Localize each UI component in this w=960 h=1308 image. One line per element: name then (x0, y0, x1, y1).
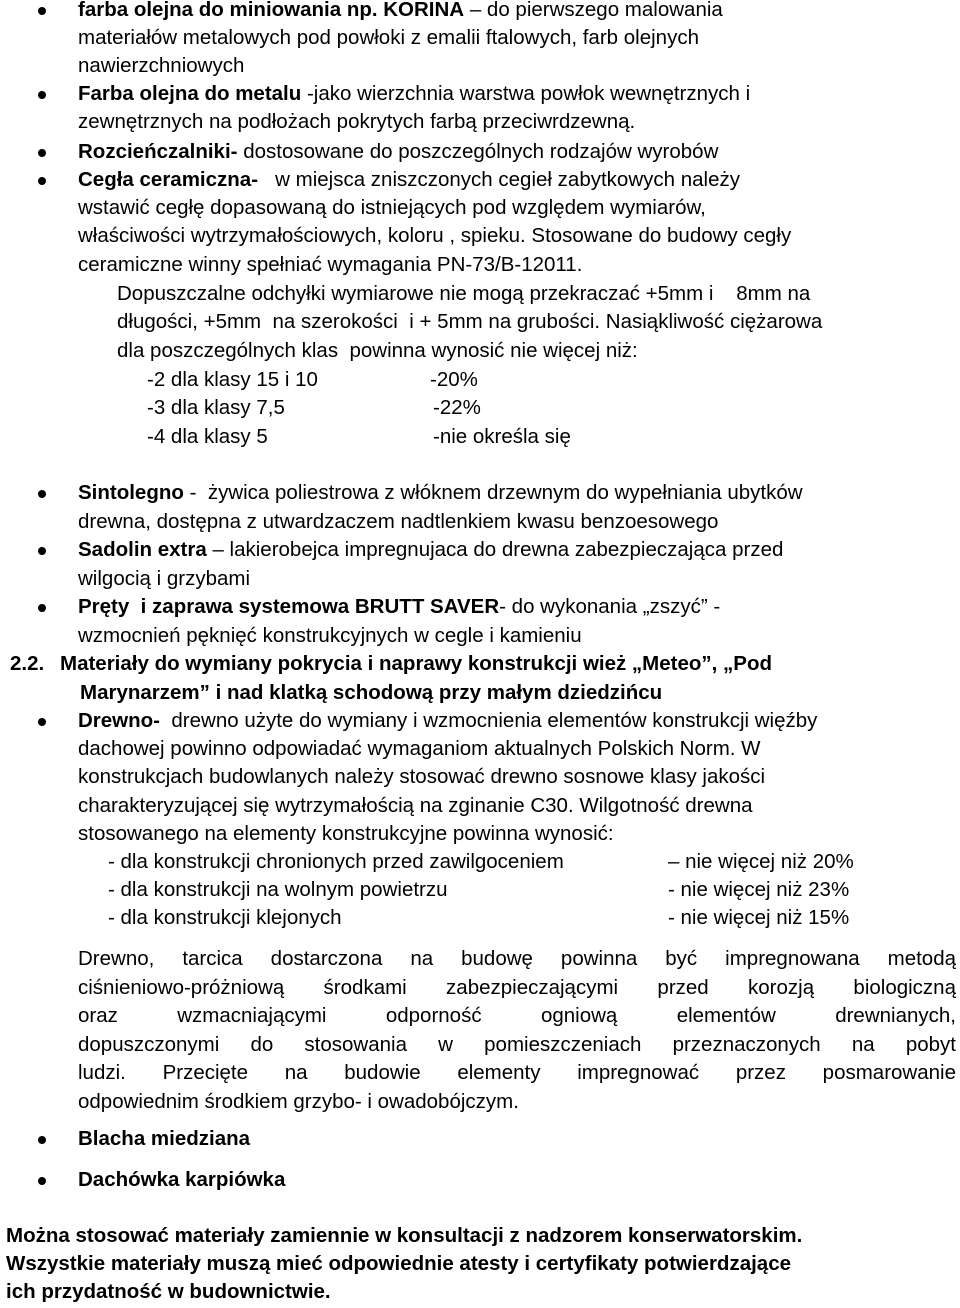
bullet-marker (38, 1136, 46, 1144)
section-heading: Marynarzem” i nad klatką schodową przy małym dziedzińcu (80, 681, 663, 704)
item-text: – do pierwszego malowania (464, 0, 723, 21)
class-label: -4 dla klasy 5 (147, 425, 268, 448)
bullet-marker (38, 490, 46, 498)
list-item-sintolegno (78, 479, 803, 508)
section-number: 2.2. (10, 652, 45, 675)
text-line: materiałów metalowych pod powłoki z emalii ftalowych, farb olejnych (78, 26, 699, 49)
text-line: wzmocnień pęknięć konstrukcyjnych w cegle i kamieniu (78, 624, 582, 647)
text-line: dachowej powinno odpowiadać wymaganiom aktualnych Polskich Norm. W (78, 737, 761, 760)
text-line: wilgocią i grzybami (78, 567, 251, 590)
moisture-label: - dla konstrukcji klejonych (108, 906, 342, 929)
moisture-label: - dla konstrukcji chronionych przed zawilgoceniem (108, 850, 564, 873)
list-item-prety (78, 593, 720, 622)
class-value: -nie określa się (433, 425, 571, 448)
class-value: -22% (433, 396, 481, 419)
bullet-marker (38, 149, 46, 157)
text-line: konstrukcjach budowlanych należy stosować drewno sosnowe klasy jakości (78, 765, 766, 788)
text-line: dla poszczególnych klas powinna wynosić nie więcej niż: (117, 339, 638, 362)
paragraph-line: oraz wzmacniającymi odporność ogniową elementów drewnianych, (78, 1004, 956, 1028)
bullet-marker (38, 718, 46, 726)
moisture-value: – nie więcej niż 20% (668, 850, 854, 873)
item-title: farba olejna do miniowania np. KORINA (78, 0, 465, 21)
text-line: charakteryzującej się wytrzymałością na zginanie C30. Wilgotność drewna (78, 794, 753, 817)
item-title: Rozcieńczalniki- (78, 140, 238, 163)
moisture-value: - nie więcej niż 15% (668, 906, 850, 929)
bullet-marker (38, 177, 46, 185)
list-item-drewno (78, 707, 817, 736)
item-title: Pręty i zaprawa systemowa BRUTT SAVER (78, 595, 500, 618)
bullet-marker (38, 1177, 46, 1185)
item-text: dostosowane do poszczególnych rodzajów wyrobów (237, 140, 719, 163)
class-value: -20% (430, 368, 478, 391)
footer-note: ich przydatność w budownictwie. (6, 1280, 331, 1303)
footer-note: Wszystkie materiały muszą mieć odpowiednie atesty i certyfikaty potwierdzające (6, 1252, 791, 1275)
list-item-rozcienczalniki (78, 138, 718, 167)
paragraph-line: Drewno, tarcica dostarczona na budowę powinna być impregnowana metodą (78, 947, 956, 970)
list-item-korina (78, 0, 723, 25)
item-title: Cegła ceramiczna- (78, 168, 259, 191)
class-label: -3 dla klasy 7,5 (147, 396, 285, 419)
list-item-blacha: Blacha miedziana (78, 1127, 251, 1150)
text-line: długości, +5mm na szerokości i + 5mm na grubości. Nasiąkliwość ciężarowa (117, 310, 823, 333)
text-line: zewnętrznych na podłożach pokrytych farbą przeciwrdzewną. (78, 110, 636, 133)
item-title: Sintolegno (78, 481, 184, 504)
list-item-farba-metal (78, 80, 750, 109)
item-title: Farba olejna do metalu (78, 82, 302, 105)
section-heading: Materiały do wymiany pokrycia i naprawy konstrukcji wież „Meteo”, „Pod (60, 652, 773, 675)
bullet-marker (38, 7, 46, 15)
item-text: -jako wierzchnia warstwa powłok wewnętrznych i (301, 82, 751, 105)
text-line: ceramiczne winny spełniać wymagania PN-73/B-12011. (78, 253, 583, 276)
moisture-value: - nie więcej niż 23% (668, 878, 850, 901)
impregnation-paragraph (78, 945, 956, 1117)
bullet-marker (38, 604, 46, 612)
paragraph-line: ludzi. Przecięte na budowie elementy impregnować przez posmarowanie (78, 1061, 956, 1085)
list-item-cegla (78, 166, 740, 195)
item-text: - do wykonania „zszyć” - (499, 595, 721, 618)
bullet-marker (38, 91, 46, 99)
list-item-sadolin (78, 536, 783, 565)
footer-note: Można stosować materiały zamiennie w konsultacji z nadzorem konserwatorskim. (6, 1224, 803, 1247)
item-text: - żywica poliestrowa z włóknem drzewnym do wypełniania ubytków (183, 481, 803, 504)
text-line: Dopuszczalne odchyłki wymiarowe nie mogą przekraczać +5mm i 8mm na (117, 282, 811, 305)
text-line: nawierzchniowych (78, 54, 245, 77)
item-text: – lakierobejca impregnujaca do drewna zabezpieczająca przed (206, 538, 784, 561)
bullet-marker (38, 547, 46, 555)
moisture-label: - dla konstrukcji na wolnym powietrzu (108, 878, 448, 901)
text-line: właściwości wytrzymałościowych, koloru , spieku. Stosowane do budowy cegły (78, 224, 792, 247)
text-line: drewna, dostępna z utwardzaczem nadtlenkiem kwasu benzoesowego (78, 510, 719, 533)
item-title: Drewno- (78, 709, 160, 732)
list-item-dachowka: Dachówka karpiówka (78, 1168, 286, 1191)
text-line: wstawić cegłę dopasowaną do istniejących pod względem wymiarów, (78, 196, 706, 219)
item-text: drewno użyte do wymiany i wzmocnienia elementów konstrukcji więźby (160, 709, 818, 732)
paragraph-line: ciśnieniowo-próżniową środkami zabezpieczającymi przed korozją biologiczną (78, 975, 956, 999)
item-text: w miejsca zniszczonych cegieł zabytkowych należy (258, 168, 740, 191)
paragraph-line: odpowiednim środkiem grzybo- i owadobójczym. (78, 1089, 519, 1113)
class-label: -2 dla klasy 15 i 10 (147, 368, 318, 391)
text-line: stosowanego na elementy konstrukcyjne powinna wynosić: (78, 822, 614, 845)
item-title: Sadolin extra (78, 538, 207, 561)
paragraph-line: dopuszczonymi do stosowania w pomieszczeniach przeznaczonych na pobyt (78, 1032, 956, 1056)
